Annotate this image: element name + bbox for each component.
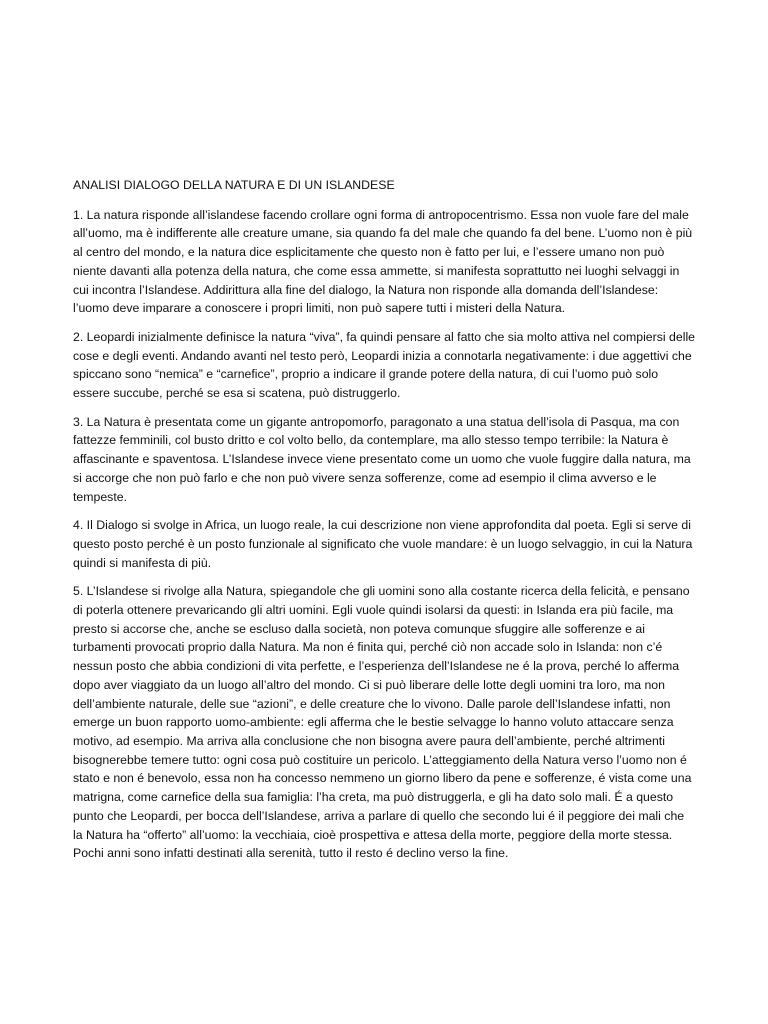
document-title: ANALISI DIALOGO DELLA NATURA E DI UN ISLANDESE bbox=[73, 178, 395, 192]
paragraph-3: 3. La Natura è presentata come un gigante antropomorfo, paragonato a una statua dell’isola di Pasqua, ma con fattezze femminili, col busto dritto e col volto bello, da contemplare, ma allo stesso tempo terribile: la Natura è affascinante e spaventosa. L’Islandese invece viene presentato come un uomo che vuole fuggire dalla natura, ma si accorge che non può farlo e che non può vivere senza sofferenze, come ad esempio il clima avverso e le tempeste. bbox=[73, 414, 691, 504]
document-page bbox=[73, 176, 695, 873]
paragraph-1: 1. La natura risponde all’islandese facendo crollare ogni forma di antropocentrismo. Essa non vuole fare del male all’uomo, ma è indifferente alle creature umane, sia quando fa del male che quando fa del bene. L’uomo non è più al centro del mondo, e la natura dice esplicitamente che questo non è fatto per lui, e l’essere umano non può niente davanti alla potenza della natura, che come essa ammette, si manifesta soprattutto nei luoghi selvaggi in cui incontra l’Islandese. Addirittura alla fine del dialogo, la Natura non risponde alla domanda dell’Islandese: l’uomo deve imparare a conoscere i propri limiti, non può sapere tutti i misteri della Natura. bbox=[73, 207, 693, 316]
paragraph-2: 2. Leopardi inizialmente definisce la natura “viva”, fa quindi pensare al fatto che sia molto attiva nel compiersi delle cose e degli eventi. Andando avanti nel testo però, Leopardi inizia a connotarla negativamente: i due aggettivi che spiccano sono “nemica” e “carnefice”, proprio a indicare il grande potere della natura, di cui l’uomo può solo essere succube, perché se esa si scatena, può distruggerlo. bbox=[73, 329, 696, 401]
paragraph-4: 4. Il Dialogo si svolge in Africa, un luogo reale, la cui descrizione non viene approfondita dal poeta. Egli si serve di questo posto perché è un posto funzionale al significato che vuole mandare: è un luogo selvaggio, in cui la Natura quindi si manifesta di più. bbox=[73, 518, 693, 570]
paragraph-5: 5. L’Islandese si rivolge alla Natura, spiegandole che gli uomini sono alla costante ricerca della felicità, e pensano di poterla ottenere prevaricando gli altri uomini. Egli vuole quindi isolarsi da questi: in Islanda era più facile, ma presto si accorse che, anche se escluso dalla società, non poteva comunque sfuggire alle sofferenze e ai turbamenti provocati proprio dalla Natura. Ma non é finita qui, perché ciò non accade solo in Islanda: non c’é nessun posto che abbia condizioni di vita perfette, e l’esperienza dell’Islandese ne é la prova, perché lo afferma dopo aver viaggiato da un luogo all’altro del mondo. Ci si può liberare delle lotte degli uomini tra loro, ma non dell’ambiente naturale, delle sue “azioni”, e delle creature che lo vivono. Dalle parole dell’Islandese infatti, non emerge un buon rapporto uomo-ambiente: egli afferma che le bestie selvagge lo hanno voluto attaccare senza motivo, ad esempio. Ma arriva alla conclusione che non bisogna avere paura dell’ambiente, perché altrimenti bisognerebbe temere tutto: ogni cosa può costituire un pericolo. L’atteggiamento della Natura verso l’uomo non é stato e non é benevolo, essa non ha concesso nemmeno un giorno libero da pene e sofferenze, é vista come una matrigna, come carnefice della sua famiglia: l’ha creta, ma può distruggerla, e gli ha dato solo mali. É a questo punto che Leopardi, per bocca dell’Islandese, arriva a parlare di quello che secondo lui é il peggiore dei mali che la Natura ha “offerto” all’uomo: la vecchiaia, cioè prospettiva e attesa della morte, peggiore della morte stessa. Pochi anni sono infatti destinati alla serenità, tutto il resto é declino verso la fine. bbox=[73, 584, 692, 861]
